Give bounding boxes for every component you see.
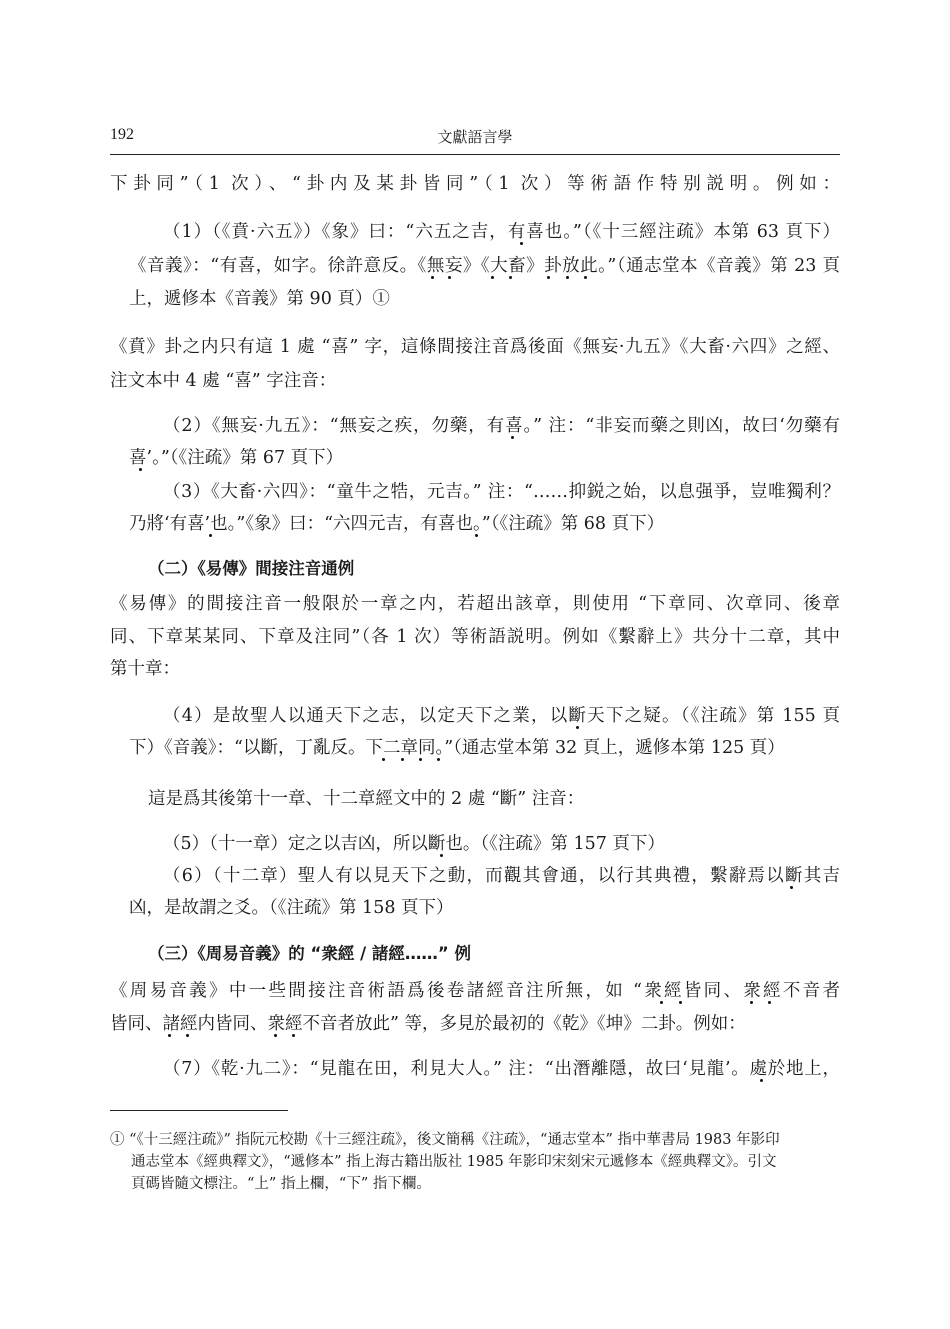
running-header: [110, 126, 840, 155]
emphasis-dot: [511, 436, 514, 439]
example-7-line-1: （7）《乾·九二》：“見龍在田，利見大人。” 注：“出潛離隱，故曰‘見龍’。處於地上，: [163, 1059, 840, 1079]
section-heading-2: （二）《易傳》間接注音通例: [148, 559, 355, 578]
emphasis-dot: [566, 276, 569, 279]
paragraph-2-line-2: 同、下章某某同、下章及注同”（各 1 次）等術語説明。例如《繫辭上》共分十二章，其中: [110, 627, 840, 647]
example-6-line-1: （6）（十二章）聖人有以見天下之動，而觀其會通，以行其典禮，繫辭焉以斷其吉: [163, 866, 840, 886]
emphasis-dot: [790, 886, 793, 889]
emphasis-dot: [547, 276, 550, 279]
emphasis-dot: [768, 1001, 771, 1004]
emphasis-dot: [576, 726, 579, 729]
emphasis-dot: [401, 758, 404, 761]
paragraph-4-line-1: 《周易音義》中一些間接注音術語爲後卷諸經音注所無，如 “衆經皆同、衆經不音者: [110, 981, 840, 1001]
emphasis-dot: [491, 276, 494, 279]
emphasis-dot: [520, 242, 523, 245]
example-4-line-2: 下）《音義》：“以斷，丁亂反。下二章同。”（通志堂本第 32 頁上，遞修本第 125 頁）: [129, 738, 785, 758]
footnote-line-1: ① “《十三經注疏》” 指阮元校勘《十三經注疏》，後文簡稱《注疏》，“通志堂本” 指中華書局 1983 年影印: [110, 1132, 780, 1148]
example-1-line-3: 上，遞修本《音義》第 90 頁）①: [129, 289, 390, 309]
emphasis-dot: [448, 276, 451, 279]
paragraph-2-line-1: 《易傳》的間接注音一般限於一章之内，若超出該章，則使用 “下章同、次章同、後章: [110, 594, 840, 614]
running-title: 文獻語言學: [437, 128, 513, 146]
example-6-line-2: 凶，是故謂之爻。（《注疏》第 158 頁下）: [129, 898, 454, 918]
footnote-line-2: 通志堂本《經典釋文》，“遞修本” 指上海古籍出版社 1985 年影印宋刻宋元遞修本《經典釋文》。引文: [131, 1154, 777, 1170]
paragraph-2-line-3: 第十章：: [110, 659, 180, 679]
example-1-line-1: （1）（《賁·六五》）《象》曰：“六五之吉，有喜也。”（《十三經注疏》本第 63 頁下）: [163, 222, 840, 242]
example-3-line-2: 乃將‘有喜’也。”《象》曰：“六四元吉，有喜也。”（《注疏》第 68 頁下）: [129, 514, 665, 534]
emphasis-dot: [186, 1034, 189, 1037]
emphasis-dot: [274, 1034, 277, 1037]
page-number: 192: [110, 126, 134, 143]
emphasis-dot: [440, 854, 443, 857]
emphasis-dot: [168, 1034, 171, 1037]
example-4-line-1: （4）是故聖人以通天下之志，以定天下之業，以斷天下之疑。（《注疏》第 155 頁: [163, 706, 840, 726]
emphasis-dot: [584, 276, 587, 279]
emphasis-dot: [509, 276, 512, 279]
paragraph-3: 這是爲其後第十一章、十二章經文中的 2 處 “斷” 注音：: [148, 789, 585, 809]
emphasis-dot: [382, 758, 385, 761]
emphasis-dot: [660, 1001, 663, 1004]
emphasis-dot: [419, 758, 422, 761]
paragraph-4-line-2: 皆同、諸經内皆同、衆經不音者放此” 等，多見於最初的《乾》《坤》二卦。例如：: [110, 1014, 746, 1034]
emphasis-dot: [139, 468, 142, 471]
body-line-intro: 下卦同”（1 次）、“卦内及某卦皆同”（1 次）等術語作特别説明。例如：: [110, 174, 840, 194]
emphasis-dot: [437, 758, 440, 761]
emphasis-dot: [475, 534, 478, 537]
example-5: （5）（十一章）定之以吉凶，所以斷也。（《注疏》第 157 頁下）: [163, 834, 665, 854]
example-2-line-2: 喜’。”（《注疏》第 67 頁下）: [129, 448, 344, 468]
emphasis-dot: [431, 276, 434, 279]
example-1-line-2: 《音義》：“有喜，如字。徐許意反。《無妄》《大畜》卦放此。”（通志堂本《音義》第 23 頁: [129, 256, 840, 276]
paragraph-1-line-2: 注文本中 4 處 “喜” 字注音：: [110, 371, 337, 391]
section-heading-3: （三）《周易音義》的 “衆經 / 諸經……” 例: [148, 944, 471, 963]
emphasis-dot: [679, 1001, 682, 1004]
paragraph-1-line-1: 《賁》卦之内只有這 1 處 “喜” 字，這條間接注音爲後面《無妄·九五》《大畜·六四》之經、: [110, 337, 840, 357]
emphasis-dot: [292, 1034, 295, 1037]
emphasis-dot: [760, 1079, 763, 1082]
footnote-line-3: 頁碼皆隨文標注。“上” 指上欄，“下” 指下欄。: [131, 1176, 431, 1192]
emphasis-dot: [209, 534, 212, 537]
example-3-line-1: （3）《大畜·六四》：“童牛之牿，元吉。” 注：“……抑鋭之始，以息强爭，豈唯獨利？: [163, 482, 840, 502]
example-2-line-1: （2）《無妄·九五》：“無妄之疾，勿藥，有喜。” 注：“非妄而藥之則凶，故曰‘勿藥有: [163, 416, 840, 436]
footnote-rule: [110, 1110, 288, 1111]
emphasis-dot: [750, 1001, 753, 1004]
